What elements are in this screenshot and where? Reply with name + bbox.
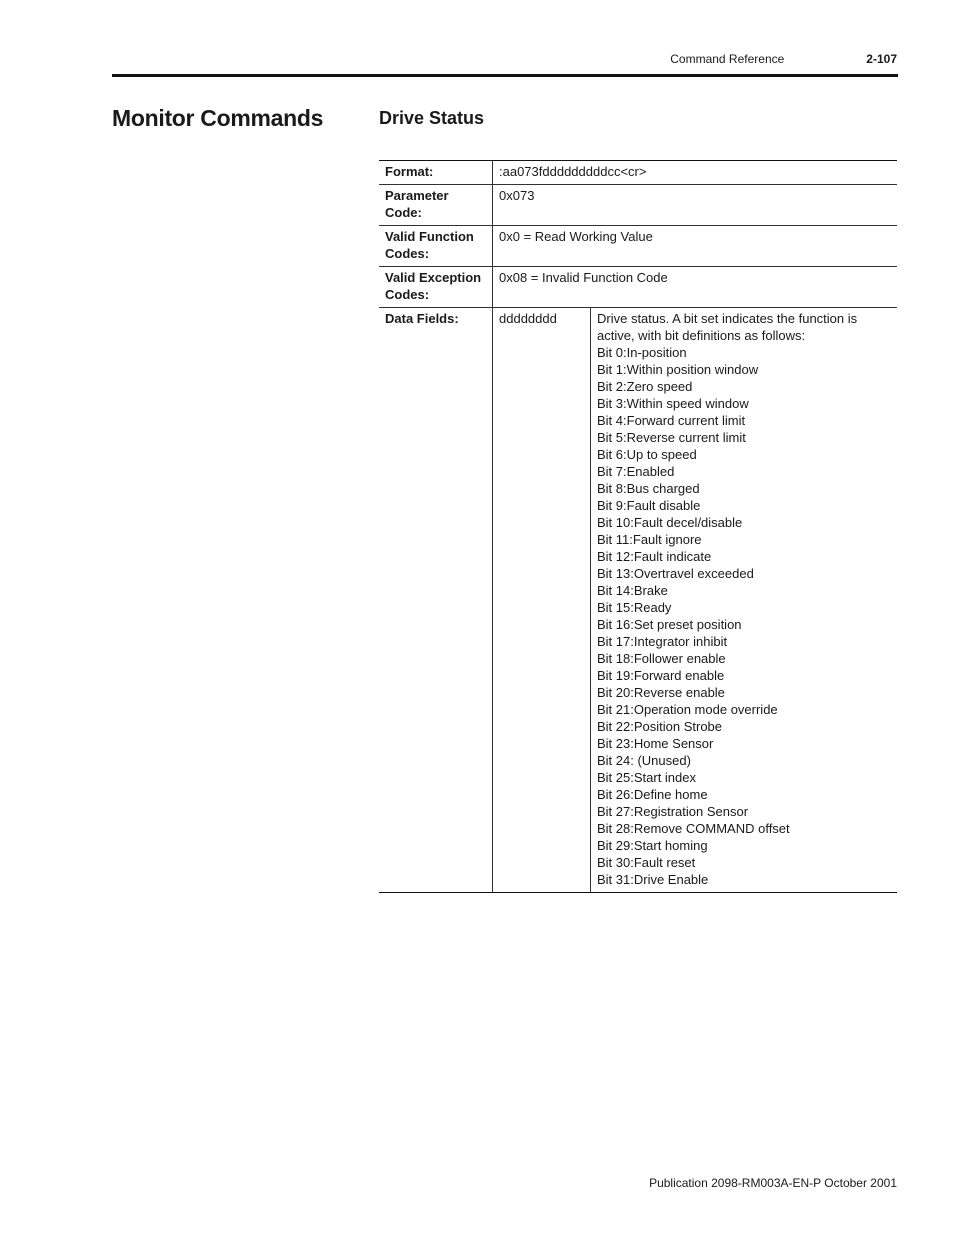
bit-definition-item: Bit 31:Drive Enable [597, 872, 709, 887]
parameter-code-label: Parameter Code: [379, 185, 493, 226]
bit-definition-item: Bit 23:Home Sensor [597, 736, 714, 751]
bit-definition-item: Bit 30:Fault reset [597, 855, 696, 870]
publication-footer: Publication 2098-RM003A-EN-P October 2001 [649, 1176, 897, 1190]
bit-definition-item: Bit 8:Bus charged [597, 481, 700, 496]
section-title: Monitor Commands [112, 105, 324, 131]
bit-definition-item: Bit 9:Fault disable [597, 498, 701, 513]
page-number: 2-107 [866, 52, 897, 66]
table-row-data-fields [379, 308, 897, 893]
bit-definition-item: Bit 18:Follower enable [597, 651, 726, 666]
bit-definition-item: Bit 11:Fault ignore [597, 532, 702, 547]
header-rule [112, 74, 898, 77]
parameter-code-value: 0x073 [493, 185, 898, 226]
table-row-parameter-code [379, 185, 897, 226]
data-field-name: dddddddd [493, 308, 591, 893]
bit-definition-item: Bit 22:Position Strobe [597, 719, 723, 734]
bit-definition-item: Bit 25:Start index [597, 770, 696, 785]
bit-definition-item: Bit 16:Set preset position [597, 617, 742, 632]
data-fields-label: Data Fields: [379, 308, 493, 893]
bit-definition-item: Bit 28:Remove COMMAND offset [597, 821, 790, 836]
bit-definition-item: Bit 17:Integrator inhibit [597, 634, 728, 649]
bit-definition-item: Bit 26:Define home [597, 787, 708, 802]
bit-definition-item: Bit 1:Within position window [597, 362, 759, 377]
function-codes-label: Valid Function Codes: [379, 226, 493, 267]
bit-definition-item: Bit 7:Enabled [597, 464, 675, 479]
bit-definition-item: Bit 14:Brake [597, 583, 668, 598]
bit-definition-item: Bit 0:In-position [597, 345, 687, 360]
bit-definition-item: Bit 27:Registration Sensor [597, 804, 749, 819]
format-label: Format: [379, 161, 493, 185]
bit-definition-item: Bit 5:Reverse current limit [597, 430, 746, 445]
bit-definitions-list [597, 344, 891, 888]
bit-definition-item: Bit 15:Ready [597, 600, 672, 615]
function-codes-value: 0x0 = Read Working Value [493, 226, 898, 267]
bit-definition-item: Bit 20:Reverse enable [597, 685, 725, 700]
exception-codes-label: Valid Exception Codes: [379, 267, 493, 308]
bit-definition-item: Bit 10:Fault decel/disable [597, 515, 743, 530]
bit-definition-item: Bit 6:Up to speed [597, 447, 697, 462]
header-section-name: Command Reference [670, 52, 785, 66]
bit-definition-item: Bit 2:Zero speed [597, 379, 693, 394]
data-field-description: Drive status. A bit set indicates the function is active, with bit definitions as follows: [597, 311, 858, 343]
command-title: Drive Status [379, 108, 485, 128]
running-header [670, 52, 897, 66]
format-value: :aa073fdddddddddcc<cr> [493, 161, 898, 185]
command-table [379, 160, 897, 893]
table-row-exception-codes [379, 267, 897, 308]
bit-definition-item: Bit 13:Overtravel exceeded [597, 566, 754, 581]
bit-definition-item: Bit 12:Fault indicate [597, 549, 712, 564]
bit-definition-item: Bit 3:Within speed window [597, 396, 749, 411]
data-field-definition [591, 308, 898, 893]
bit-definition-item: Bit 19:Forward enable [597, 668, 725, 683]
bit-definition-item: Bit 24: (Unused) [597, 753, 691, 768]
bit-definition-item: Bit 4:Forward current limit [597, 413, 746, 428]
bit-definition-item: Bit 29:Start homing [597, 838, 708, 853]
bit-definition-item: Bit 21:Operation mode override [597, 702, 778, 717]
table-row-format [379, 161, 897, 185]
table-row-function-codes [379, 226, 897, 267]
exception-codes-value: 0x08 = Invalid Function Code [493, 267, 898, 308]
